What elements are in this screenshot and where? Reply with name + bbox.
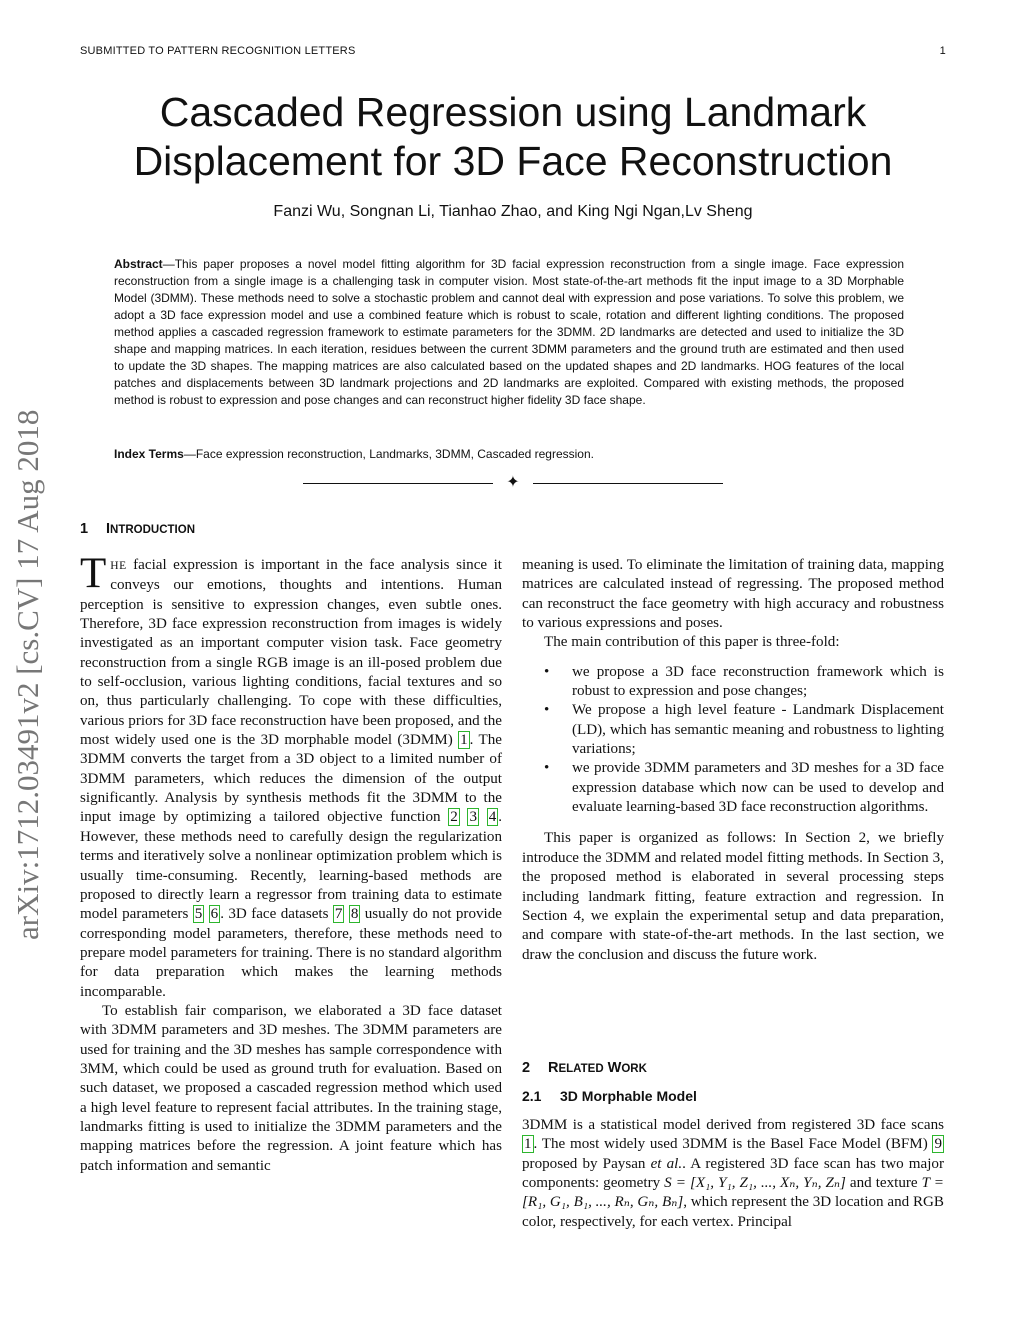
bullet-icon: • [544,760,550,777]
section-divider [303,473,723,493]
text-run: . The 3DMM converts the target from a 3D object to a limited number of 3DMM parameters, which reduces the dimension of the output significantly. Analysis by synthesis methods fit the 3DMM to the input image by optimizing a tailored objective function [80,732,502,826]
citation-link[interactable]: 6 [210,906,219,923]
citation-link[interactable]: 3 [469,809,477,826]
paper-title [80,88,946,186]
section-title-initial: I [106,521,111,537]
section-title-initial: R [548,1060,559,1076]
divider-rule-left [303,483,493,484]
text-run: . However, these methods need to carefully design the regularization terms and iteratively solve a nonlinear optimization problem which is usually time-consuming. Recently, learning-based methods are proposed to directly learn a regressor from training data to estimate model parameters [80,809,503,923]
section-2-heading [522,1060,647,1076]
morphable-model-paragraph [522,1116,944,1232]
text-run: , which represent the 3D location and RGB color, respectively, for each vertex. Principal [522,1194,944,1230]
list-item-text: We propose a high level feature - Landmark Displacement (LD), which has semantic meaning and robustness to lighting variations; [572,702,944,758]
text-run: 3DMM is a statistical model derived from registered 3D face scans [522,1117,944,1133]
page-number: 1 [939,45,946,57]
et-al: et al. [650,1155,683,1172]
geometry-equation: S = [X₁, Y₁, Z₁, ..., Xₙ, Yₙ, Zₙ] [664,1175,846,1192]
citation-link[interactable]: 2 [450,809,458,826]
subsection-2-1-heading [522,1088,697,1104]
contribution-list [522,663,944,818]
list-item [544,663,944,702]
title-line-2: Displacement for 3D Face Reconstruction [133,138,893,184]
citation-link[interactable]: 8 [350,906,359,923]
drop-cap: T [80,550,107,597]
text-run: proposed by Paysan [522,1155,651,1172]
abstract [114,256,904,409]
citation-link[interactable]: 4 [488,809,497,826]
contribution-intro: The main contribution of this paper is three-fold: [544,634,840,651]
author-list: Fanzi Wu, Songnan Li, Tianhao Zhao, and King Ngi Ngan,Lv Sheng [273,203,753,220]
citation-link[interactable]: 5 [194,906,203,923]
text-run: and texture [845,1175,922,1192]
text-run: . A registered 3D face scan has two major components: geometry [522,1155,945,1192]
title-line-1: Cascaded Regression using Landmark [159,89,867,135]
arxiv-watermark: arXiv:1712.03491v2 [cs.CV] 17 Aug 2018 [10,409,45,940]
citation-link[interactable]: 1 [524,1136,532,1153]
citation-link[interactable]: 1 [460,732,468,749]
texture-equation: T = [R₁, G₁, B₁, ..., Rₙ, Gₙ, Bₙ] [522,1175,944,1211]
right-column [522,556,944,965]
index-terms-text: —Face expression reconstruction, Landmarks, 3DMM, Cascaded regression. [183,447,594,461]
section-2-body [522,1116,944,1232]
list-item-text: we propose a 3D face reconstruction framework which is robust to expression and pose changes; [572,663,944,700]
intro-paragraph-2-continued: meaning is used. To eliminate the limitation of training data, mapping matrices are calculated instead of regressing. The proposed method can reconstruct the face geometry with high accuracy and robustness to various expressions and poses. [522,557,944,632]
section-title-rest: NTRODUCTION [110,524,195,536]
subsection-title: 3D Morphable Model [560,1088,697,1104]
section-number: 2 [522,1060,531,1076]
subsection-number: 2.1 [522,1088,542,1104]
abstract-text: —This paper proposes a novel model fitting algorithm for 3D facial expression reconstruction from a single image. Face expression reconstruction from a single image is a challenging task in computer vision. Most state-of-the-art methods fit the input image to a 3D Morphable Model (3DMM). These methods need to solve a stochastic problem and cannot deal with expression and pose variations. To solve this problem, we adopt a 3D face expression model and use a combined feature which is robust to scale, rotation and different lighting conditions. The proposed method applies a cascaded regression framework to estimate parameters for the 3DMM. 2D landmarks are detected and used to initialize the 3D shape and mapping matrices. In each iteration, residues between the current 3DMM parameters and the ground truth are estimated and then used to update the 3D shapes. The mapping matrices are also calculated based on the updated shapes and 2D landmarks. HOG features of the local patches and displacements between 3D landmark projections and 2D landmarks are exploited. Compared with existing methods, the proposed method is robust to expression and pose changes and can reconstruct higher fidelity 3D face shape. [114,257,904,407]
section-number: 1 [80,521,89,537]
section-title-rest: ORK [621,1063,647,1075]
text-run: . The most widely used 3DMM is the Basel Face Model (BFM) [533,1136,933,1153]
list-item-text: we provide 3DMM parameters and 3D meshes for a 3D face expression database which now can be used to develop and evaluate learning-based 3D face reconstruction algorithms. [572,760,944,816]
text-run: . 3D face datasets [220,906,333,923]
section-title-rest: ELATED [558,1063,604,1075]
section-title-initial: W [603,1060,622,1076]
list-item [544,701,944,759]
running-header [80,45,946,57]
bullet-icon: • [544,663,550,680]
bullet-icon: • [544,702,550,719]
intro-paragraph-1 [80,550,503,1002]
abstract-label: Abstract [114,257,163,271]
index-terms-label: Index Terms [114,447,184,461]
citation-link[interactable]: 7 [334,906,343,923]
index-terms [114,446,904,463]
list-item [544,759,944,817]
left-column [80,550,503,1176]
organization-paragraph: This paper is organized as follows: In Section 2, we briefly introduce the 3DMM and related model fitting methods. In Section 3, the proposed method is elaborated in several processing steps including landmark fitting, feature extraction and regression. In Section 4, we explain the experimental setup and data preparation, and compare with state-of-the-art methods. In the last section, we draw the conclusion and discuss the future work. [522,830,944,963]
text-run: usually do not provide corresponding model parameters, therefore, these methods need to prepare model parameters for training. There is no standard algorithm for data preparation which makes the learning methods incomparable. [80,906,502,1000]
citation-link[interactable]: 9 [934,1136,942,1153]
divider-rule-right [533,483,723,484]
journal-name: SUBMITTED TO PATTERN RECOGNITION LETTERS [80,45,356,57]
ornament-icon: ✦ [506,474,520,491]
small-caps-lead: HE [110,560,127,572]
intro-paragraph-2: To establish fair comparison, we elaborated a 3D face dataset with 3DMM parameters and 3D meshes. The 3DMM parameters are used for training and the 3D meshes has sample correspondence with 3MM, which could be used as ground truth for evaluation. Based on such dataset, we proposed a cascaded regression method which used a high level feature to represent facial attributes. In the training stage, landmarks fitting is used to initialize the 3DMM parameters and the mapping matrices before the regression. A joint feature which has patch information and semantic [80,1002,502,1174]
section-1-heading [80,521,195,537]
text-run: facial expression is important in the face analysis since it conveys our emotions, thoughts and intentions. Human perception is sensitive to expression changes, even subtle ones. Therefore, 3D face expression reconstruction from images is widely investigated as an important computer vision task. Face geometry reconstruction from a single RGB image is an ill-posed problem due to self-occlusion, various lighting conditions, facial textures and so on, thus particularly challenging. To cope with these difficulties, various priors for 3D face reconstruction have been proposed, and the most widely used one is the 3D morphable model (3DMM) [80,557,502,749]
